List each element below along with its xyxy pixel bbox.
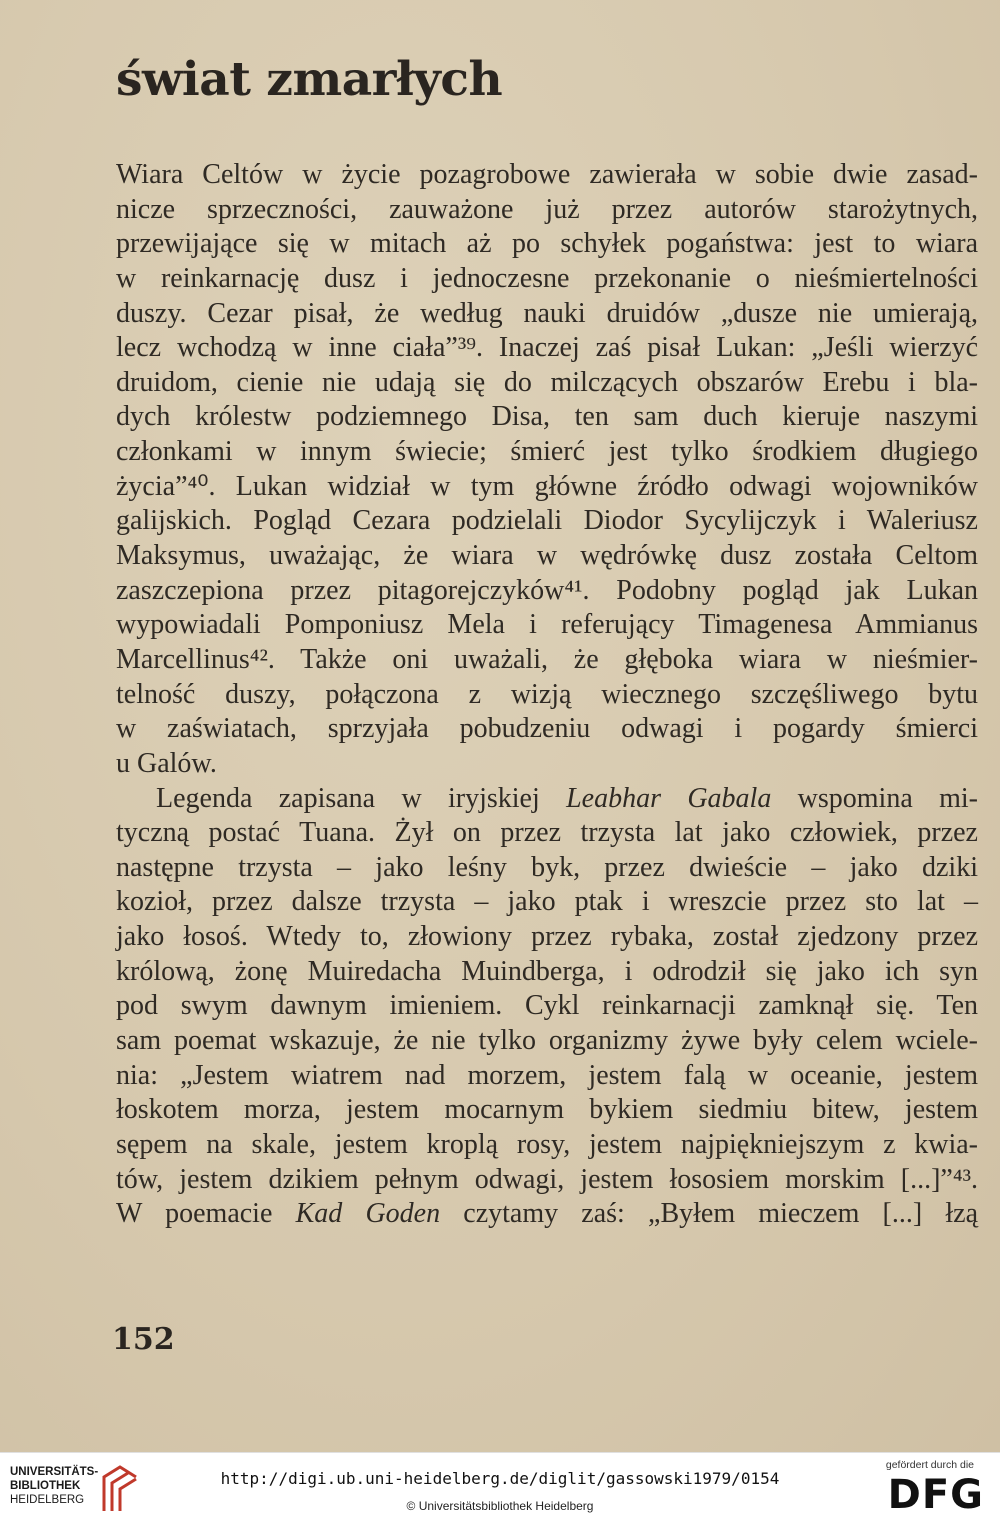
text-line: kozioł, przez dalsze trzysta – jako ptak i wreszcie przez sto lat – (116, 886, 978, 918)
text-line: królową, żonę Muiredacha Muindberga, i odrodził się jako ich syn (116, 955, 978, 987)
text-line: telność duszy, połączona z wizją wiecznego szczęśliwego bytu (116, 678, 978, 710)
permalink-url[interactable]: http://digi.ub.uni-heidelberg.de/diglit/gassowski1979/0154 (220, 1469, 780, 1488)
text-line: tów, jestem dzikiem pełnym odwagi, jestem łososiem morskim [...]”⁴³. (116, 1163, 978, 1195)
text-line: życia”⁴⁰. Lukan widział w tym główne źródło odwagi wojowników (116, 470, 978, 502)
digitization-footer (0, 1452, 1000, 1527)
text-fragment: czytamy zaś: „Byłem mieczem [...] łzą (440, 1198, 979, 1230)
text-line: lecz wchodzą w inne ciała”³⁹. Inaczej zaś pisał Lukan: „Jeśli wierzyć (116, 332, 978, 364)
text-line: sępem na skale, jestem kroplą rosy, jestem najpiękniejszym z kwia- (116, 1128, 978, 1160)
library-line: HEIDELBERG (10, 1494, 85, 1506)
dfg-logo: DFG (887, 1472, 984, 1518)
page-number: 152 (112, 1322, 175, 1357)
text-line: wypowiadali Pomponiusz Mela i referujący Timagenesa Ammianus (116, 609, 978, 641)
text-line: przewijające się w mitach aż po schyłek pogaństwa: jest to wiara (116, 228, 978, 260)
text-line: tyczną postać Tuana. Żył on przez trzysta lat jako człowiek, przez (116, 817, 978, 849)
text-line: członkami w innym świecie; śmierć jest tylko środkiem długiego (116, 436, 978, 468)
text-line: w zaświatach, sprzyjała pobudzeniu odwagi i pogardy śmierci (116, 713, 978, 745)
text-line: jako łosoś. Wtedy to, złowiony przez rybaka, został zjedzony przez (116, 921, 978, 953)
text-line: u Galów. (116, 747, 217, 779)
text-line: Maksymus, uważając, że wiara w wędrówkę dusz została Celtom (116, 540, 978, 572)
text-line: galijskich. Pogląd Cezara podzielali Diodor Sycylijczyk i Waleriusz (116, 505, 978, 537)
text-line: duszy. Cezar pisał, że według nauki druidów „dusze nie umierają, (116, 297, 978, 329)
chapter-heading: świat zmarłych (116, 52, 503, 107)
title-italic: Leabhar Gabala (566, 782, 772, 814)
text-line: sam poemat wskazuje, że nie tylko organizmy żywe były celem wciele- (116, 1025, 978, 1057)
text-line: druidom, cienie nie udają się do milczących obszarów Erebu i bla- (116, 366, 978, 398)
library-line: UNIVERSITÄTS- (10, 1466, 99, 1478)
body-text (116, 158, 978, 1232)
text-fragment: W poemacie (116, 1198, 296, 1230)
title-italic: Kad Goden (295, 1198, 441, 1230)
text-line: nicze sprzeczności, zauważone już przez autorów starożytnych, (116, 193, 978, 225)
text-line: pod swym dawnym imieniem. Cykl reinkarnacji zamknął się. Ten (116, 990, 978, 1022)
text-fragment: wspomina mi- (771, 782, 978, 814)
text-line: Wiara Celtów w życie pozagrobowe zawierała w sobie dwie zasad- (116, 159, 978, 190)
library-line: BIBLIOTHEK (10, 1480, 81, 1492)
text-line: nia: „Jestem wiatrem nad morzem, jestem falą w oceanie, jestem (116, 1059, 978, 1091)
copyright-notice: © Universitätsbibliothek Heidelberg (406, 1499, 594, 1513)
text-line (116, 1197, 978, 1232)
funder-caption: gefördert durch die (885, 1459, 974, 1471)
text-line (116, 782, 978, 817)
text-fragment: Legenda zapisana w iryjskiej (156, 782, 567, 814)
text-line: Marcellinus⁴². Także oni uważali, że głęboka wiara w nieśmier- (116, 643, 978, 675)
text-line: w reinkarnację dusz i jednoczesne przekonanie o nieśmiertelności (116, 262, 978, 294)
text-line: zaszczepiona przez pitagorejczyków⁴¹. Podobny pogląd jak Lukan (116, 574, 978, 606)
text-line: następne trzysta – jako leśny byk, przez dwieście – jako dziki (116, 851, 978, 883)
text-line: łoskotem morza, jestem mocarnym bykiem siedmiu bitew, jestem (116, 1094, 978, 1126)
text-line: dych królestw podziemnego Disa, ten sam duch kieruje naszymi (116, 401, 978, 433)
